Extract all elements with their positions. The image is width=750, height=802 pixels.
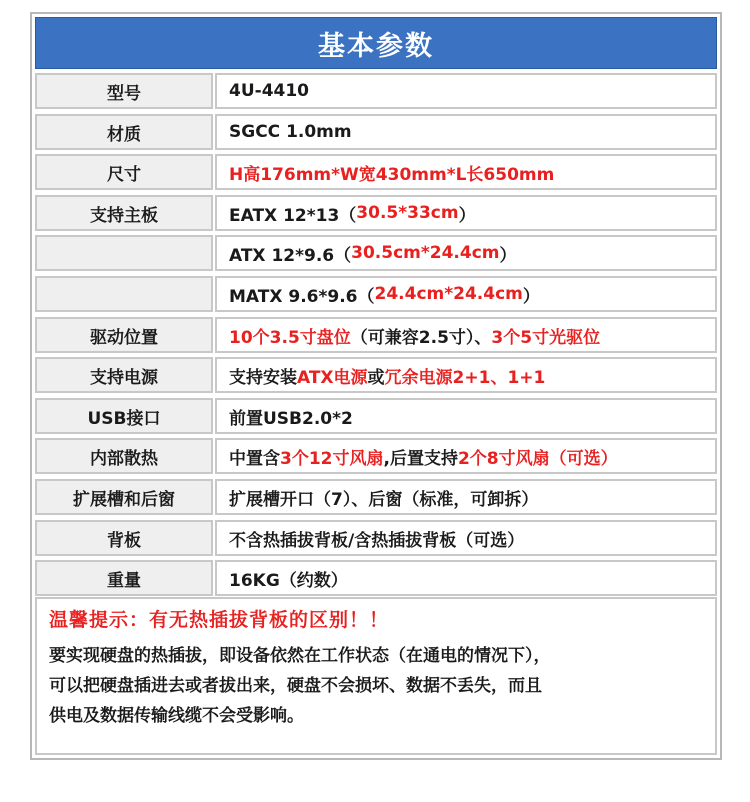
page-title: 基本参数 [318, 30, 434, 62]
value-segment: ,后置支持 [383, 448, 458, 469]
value-segment: 扩展槽开口（7）、后窗（标准，可卸拆） [229, 489, 539, 510]
row-value [215, 235, 717, 271]
value-segment: H高176mm*W宽430mm*L长650mm [229, 164, 555, 185]
value-segment: ） [458, 205, 476, 226]
table-row [35, 195, 717, 231]
table-row [35, 276, 717, 312]
row-value [215, 73, 717, 109]
row-label: 支持电源 [35, 357, 213, 393]
table-row [35, 479, 717, 515]
value-segment: 中置含 [229, 448, 280, 469]
row-value [215, 317, 717, 353]
note-box [35, 597, 717, 755]
value-segment: 24.4cm*24.4cm [374, 284, 523, 304]
row-value [215, 398, 717, 434]
row-label: 扩展槽和后窗 [35, 479, 213, 515]
row-value [215, 154, 717, 190]
value-segment: 30.5cm*24.4cm [351, 243, 500, 263]
row-label: 重量 [35, 560, 213, 596]
value-segment: ） [499, 245, 517, 266]
row-label: 支持主板 [35, 195, 213, 231]
value-segment: 或 [367, 367, 385, 388]
row-label: 驱动位置 [35, 317, 213, 353]
note-title: 温馨提示：有无热插拔背板的区别！！ [49, 609, 390, 631]
row-value [215, 195, 717, 231]
row-value [215, 357, 717, 393]
row-label: 型号 [35, 73, 213, 109]
table-row [35, 560, 717, 596]
note-line: 供电及数据传输线缆不会受影响。 [49, 706, 304, 726]
value-segment: 前置USB2.0*2 [229, 408, 353, 429]
spec-sheet [30, 12, 722, 760]
value-segment: 16KG（约数） [229, 570, 348, 591]
value-segment: 30.5*33cm [356, 203, 459, 223]
table-row [35, 114, 717, 150]
row-label: 内部散热 [35, 438, 213, 474]
row-value [215, 276, 717, 312]
value-segment: MATX 9.6*9.6（ [229, 286, 375, 307]
value-segment: 不含热插拔背板/含热插拔背板（可选） [229, 530, 525, 551]
value-segment: 3个12寸风扇 [280, 448, 384, 469]
value-segment: 冗余电源2+1、1+1 [384, 367, 546, 388]
value-segment: 2个8寸风扇（可选） [457, 448, 618, 469]
table-row [35, 357, 717, 393]
table-row [35, 154, 717, 190]
table-row [35, 235, 717, 271]
note-line: 可以把硬盘插进去或者拔出来，硬盘不会损坏、数据不丢失，而且 [49, 676, 542, 696]
table-row [35, 317, 717, 353]
table-row [35, 520, 717, 556]
row-value [215, 438, 717, 474]
row-value [215, 114, 717, 150]
value-segment: 3个5寸光驱位 [491, 327, 601, 348]
row-label: 尺寸 [35, 154, 213, 190]
row-value [215, 479, 717, 515]
table-row [35, 398, 717, 434]
row-label [35, 235, 213, 271]
value-segment: SGCC 1.0mm [229, 122, 352, 142]
value-segment: EATX 12*13（ [229, 205, 357, 226]
table-row [35, 438, 717, 474]
row-label: USB接口 [35, 398, 213, 434]
value-segment: （可兼容2.5寸）、 [350, 327, 492, 348]
note-body [49, 641, 719, 731]
row-value [215, 520, 717, 556]
value-segment: ATX 12*9.6（ [229, 245, 352, 266]
value-segment: 支持安装 [229, 367, 297, 388]
row-label: 材质 [35, 114, 213, 150]
row-value [215, 560, 717, 596]
value-segment: 4U-4410 [229, 81, 310, 101]
value-segment: ） [522, 286, 540, 307]
note-line: 要实现硬盘的热插拔，即设备依然在工作状态（在通电的情况下）， [49, 646, 551, 666]
table-row [35, 73, 717, 109]
title-bar [35, 17, 717, 69]
value-segment: ATX电源 [297, 367, 368, 388]
value-segment: 10个3.5寸盘位 [229, 327, 351, 348]
row-label [35, 276, 213, 312]
row-label: 背板 [35, 520, 213, 556]
